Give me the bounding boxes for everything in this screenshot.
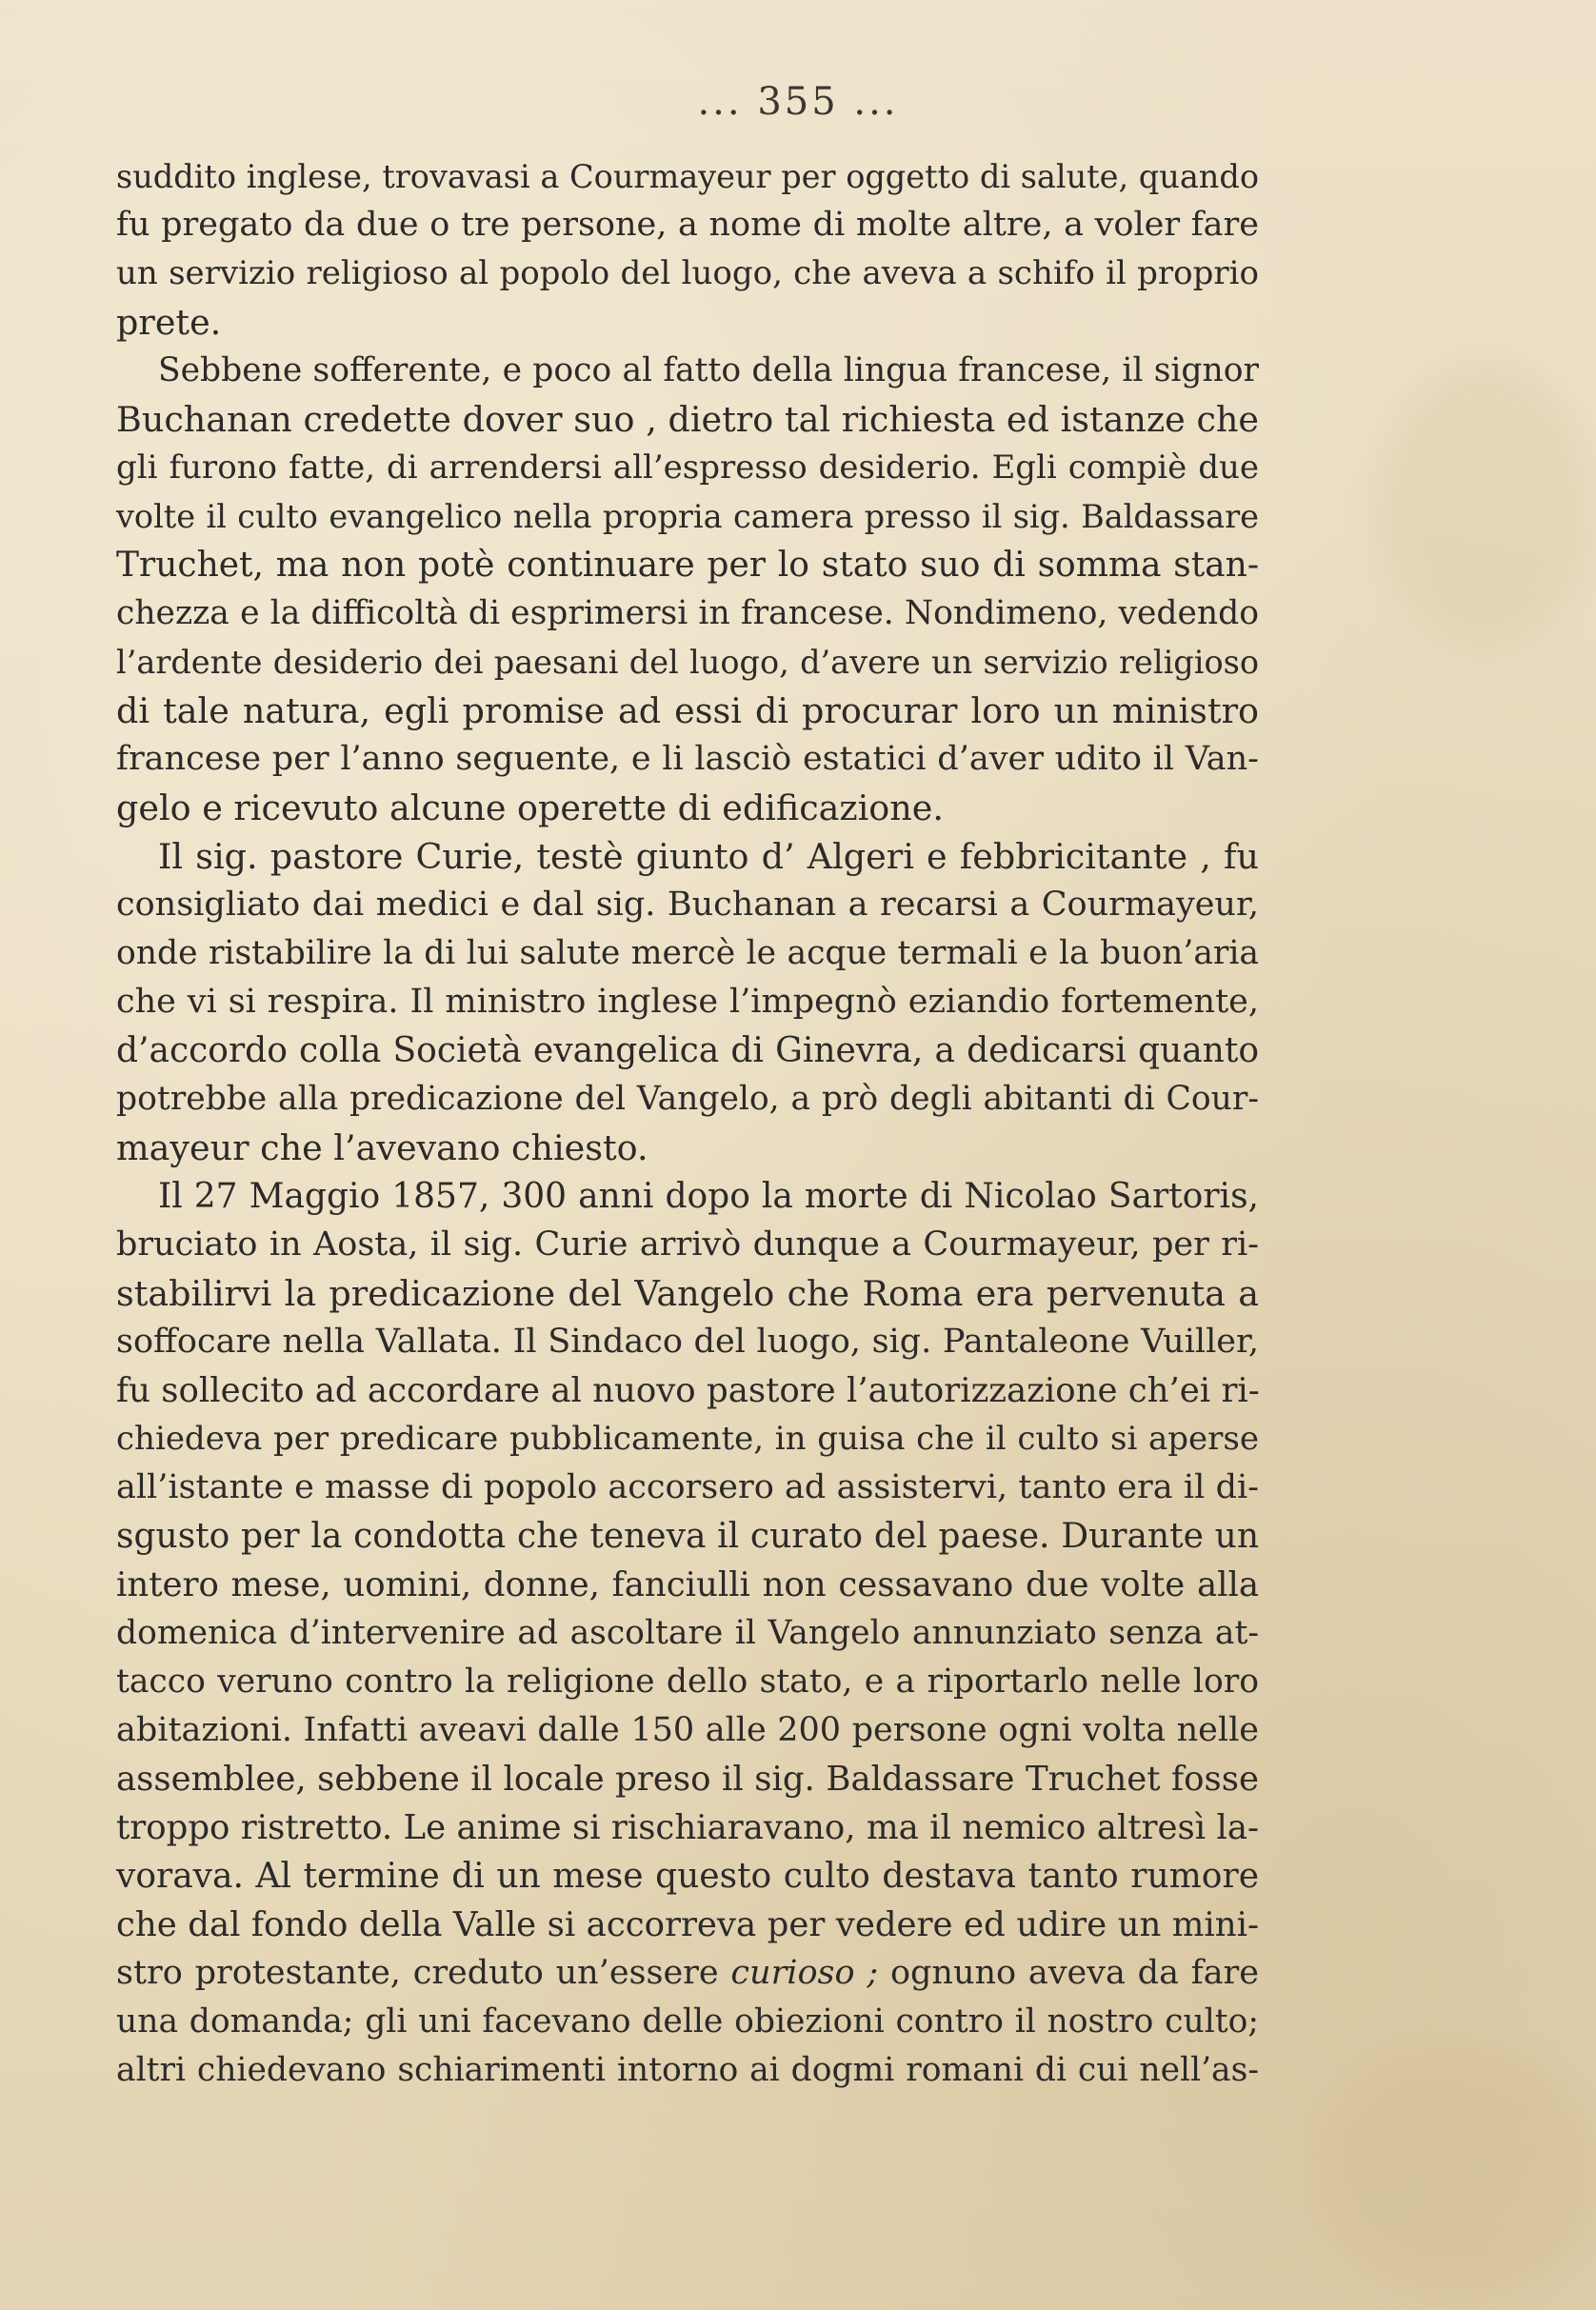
text-line: mayeur che l’avevano chiesto. bbox=[116, 1127, 648, 1168]
text-line: suddito inglese, trovavasi a Courmayeur per oggetto di salute, quando bbox=[116, 158, 1259, 195]
text-line: volte il culto evangelico nella propria camera presso il sig. Baldassare bbox=[116, 498, 1259, 535]
text-line: abitazioni. Infatti aveavi dalle 150 alle 200 persone ogni volta nelle bbox=[116, 1711, 1259, 1749]
text-line: fu pregato da due o tre persone, a nome di molte altre, a voler fare bbox=[116, 206, 1259, 244]
text-line: francese per l’anno seguente, e li lasciò estatici d’aver udito il Van- bbox=[116, 740, 1259, 778]
text-line: stabilirvi la predicazione del Vangelo che Roma era pervenuta a bbox=[116, 1273, 1259, 1314]
text-line: prete. bbox=[116, 302, 222, 343]
text-line: consigliato dai medici e dal sig. Buchanan a recarsi a Courmayeur, bbox=[116, 886, 1259, 924]
text-line-end: ognuno aveva da fare bbox=[878, 1954, 1259, 1992]
text-line: all’istante e masse di popolo accorsero ad assistervi, tanto era il di- bbox=[116, 1468, 1259, 1506]
text-line: l’ardente desiderio dei paesani del luogo, d’avere un servizio religioso bbox=[116, 644, 1259, 681]
text-line: che dal fondo della Valle si accorreva per vedere ed udire un mini- bbox=[116, 1905, 1259, 1944]
text-line: altri chiedevano schiarimenti intorno ai dogmi romani di cui nell’as- bbox=[116, 2051, 1259, 2089]
text-line: sgusto per la condotta che teneva il curato del paese. Durante un bbox=[116, 1517, 1259, 1556]
text-line: chezza e la difficoltà di esprimersi in francese. Nondimeno, vedendo bbox=[116, 594, 1259, 632]
text-line: Il sig. pastore Curie, testè giunto d’ Algeri e febbricitante , fu bbox=[158, 836, 1259, 877]
text-line: una domanda; gli uni facevano delle obiezioni contro il nostro culto; bbox=[116, 2002, 1259, 2041]
text-line: che vi si respira. Il ministro inglese l’impegnò eziandio fortemente, bbox=[116, 983, 1259, 1021]
text-line: Il 27 Maggio 1857, 300 anni dopo la morte di Nicolao Sartoris, bbox=[158, 1177, 1259, 1216]
text-line bbox=[116, 1949, 1259, 1998]
italic-word: curioso ; bbox=[730, 1954, 879, 1992]
text-line: vorava. Al termine di un mese questo culto destava tanto rumore bbox=[116, 1857, 1259, 1896]
text-line: gli furono fatte, di arrendersi all’espresso desiderio. Egli compiè due bbox=[116, 448, 1259, 487]
text-line: Buchanan credette dover suo , dietro tal richiesta ed istanze che bbox=[116, 399, 1259, 440]
text-line: un servizio religioso al popolo del luogo, che aveva a schifo il proprio bbox=[116, 254, 1259, 292]
text-line: Sebbene sofferente, e poco al fatto della lingua francese, il signor bbox=[158, 351, 1259, 389]
text-line: assemblee, sebbene il locale preso il sig. Baldassare Truchet fosse bbox=[116, 1760, 1259, 1799]
text-line: Truchet, ma non potè continuare per lo stato suo di somma stan- bbox=[116, 546, 1259, 585]
paper-stain bbox=[1314, 2047, 1596, 2295]
text-line: tacco veruno contro la religione dello stato, e a riportarlo nelle loro bbox=[116, 1663, 1259, 1701]
text-line: chiedeva per predicare pubblicamente, in guisa che il culto si aperse bbox=[116, 1420, 1259, 1458]
text-line-start: stro protestante, creduto un’essere bbox=[116, 1954, 731, 1992]
text-line: soffocare nella Vallata. Il Sindaco del luogo, sig. Pantaleone Vuiller, bbox=[116, 1323, 1259, 1361]
text-line: d’accordo colla Società evangelica di Ginevra, a dedicarsi quanto bbox=[116, 1031, 1259, 1070]
page-number: ... 355 ... bbox=[697, 80, 899, 124]
text-line: gelo e ricevuto alcune operette di edificazione. bbox=[116, 787, 944, 828]
text-line: intero mese, uomini, donne, fanciulli non cessavano due volte alla bbox=[116, 1565, 1259, 1604]
text-line: onde ristabilire la di lui salute mercè le acque termali e la buon’aria bbox=[116, 934, 1259, 972]
paper-stain bbox=[1381, 362, 1590, 647]
text-line: bruciato in Aosta, il sig. Curie arrivò dunque a Courmayeur, per ri- bbox=[116, 1225, 1259, 1264]
text-line: potrebbe alla predicazione del Vangelo, a prò degli abitanti di Cour- bbox=[116, 1080, 1259, 1118]
text-line: troppo ristretto. Le anime si rischiaravano, ma il nemico altresì la- bbox=[116, 1808, 1259, 1847]
text-line: fu sollecito ad accordare al nuovo pastore l’autorizzazione ch’ei ri- bbox=[116, 1371, 1260, 1410]
body-text bbox=[116, 152, 1259, 2095]
text-line: di tale natura, egli promise ad essi di procurar loro un ministro bbox=[116, 690, 1259, 731]
text-line: domenica d’intervenire ad ascoltare il Vangelo annunziato senza at- bbox=[116, 1614, 1259, 1652]
